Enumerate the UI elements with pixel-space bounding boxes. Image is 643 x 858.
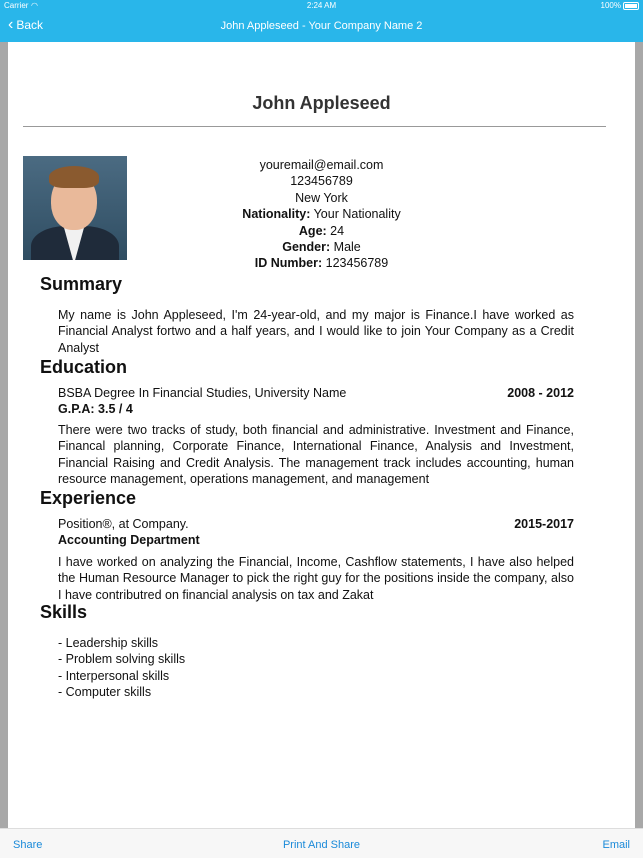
age-row: Age: 24 bbox=[298, 223, 345, 238]
experience-department: Accounting Department bbox=[58, 533, 200, 547]
id-row: ID Number: 123456789 bbox=[254, 256, 389, 271]
contact-info bbox=[8, 157, 635, 272]
carrier-label: Carrier bbox=[4, 1, 29, 10]
share-button[interactable]: Share bbox=[13, 839, 43, 851]
battery-icon bbox=[623, 2, 639, 10]
education-gpa: G.P.A: 3.5 / 4 bbox=[58, 402, 133, 416]
skill-item: - Interpersonal skills bbox=[58, 668, 170, 683]
phone-text: 123456789 bbox=[290, 174, 353, 189]
nationality-row: Nationality: Your Nationality bbox=[242, 207, 401, 222]
nav-title: John Appleseed - Your Company Name 2 bbox=[220, 20, 423, 32]
city-text: New York bbox=[295, 190, 348, 205]
resume-page[interactable] bbox=[8, 42, 635, 828]
gender-row: Gender: Male bbox=[282, 240, 361, 255]
experience-heading: Experience bbox=[40, 488, 137, 508]
resume-name: John Appleseed bbox=[252, 93, 391, 113]
experience-text: I have worked on analyzing the Financial, Income, Cashflow statements, I have also helped the Human Resource Manager to pick the right guy for the positions inside the company, also I have contributred on financial analysis on tax and Zakat bbox=[58, 555, 574, 602]
skills-list bbox=[58, 635, 185, 701]
battery-percent: 100% bbox=[600, 1, 621, 10]
skills-heading: Skills bbox=[40, 602, 88, 622]
experience-position-row bbox=[58, 517, 574, 531]
divider bbox=[23, 126, 606, 127]
experience-position: Position®, at Company. bbox=[58, 517, 189, 531]
email-button[interactable]: Email bbox=[602, 839, 630, 851]
print-and-share-button[interactable]: Print And Share bbox=[282, 839, 361, 851]
experience-years: 2015-2017 bbox=[514, 517, 574, 531]
wifi-icon: ◠ bbox=[31, 1, 38, 10]
chevron-left-icon: ‹ bbox=[8, 16, 14, 33]
summary-heading: Summary bbox=[40, 274, 123, 294]
summary-text: My name is John Appleseed, I'm 24-year-old, and my major is Finance.I have worked as Financial Analyst fortwo and a half years, and I would like to join Your Company as a Credit Analyst bbox=[58, 308, 574, 355]
status-time: 2:24 AM bbox=[306, 1, 337, 10]
education-heading: Education bbox=[40, 357, 128, 377]
education-text: There were two tracks of study, both financial and administrative. Investment and Finance, Financal planning, Corporate Finance, International Finance, Analysis and Investment, Financial Raising and Credit Analysis. The management track includes accounting, human resource management, operations management, and management bbox=[58, 423, 574, 487]
skill-item: - Problem solving skills bbox=[58, 652, 186, 667]
education-years: 2008 - 2012 bbox=[507, 386, 574, 400]
skill-item: - Computer skills bbox=[58, 685, 152, 700]
status-bar bbox=[0, 0, 643, 12]
back-label: Back bbox=[16, 18, 44, 32]
skill-item: - Leadership skills bbox=[58, 636, 159, 650]
education-degree: BSBA Degree In Financial Studies, University Name bbox=[58, 386, 347, 400]
education-degree-row bbox=[58, 386, 574, 400]
bottom-toolbar bbox=[0, 828, 643, 858]
navigation-bar bbox=[0, 12, 643, 42]
email-text: youremail@email.com bbox=[259, 158, 384, 172]
